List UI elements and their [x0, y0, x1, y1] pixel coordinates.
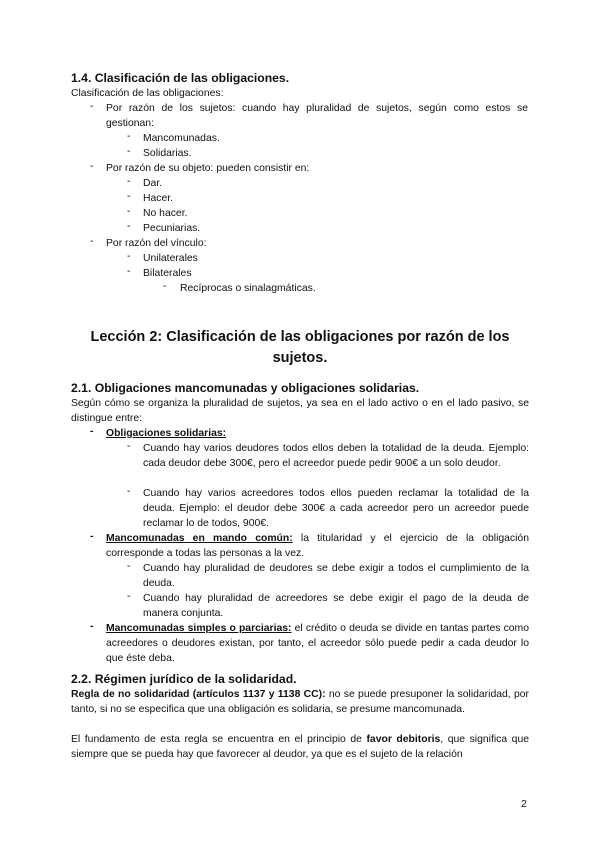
list-subitem: No hacer. — [143, 208, 188, 219]
list-subitem: Bilaterales — [143, 268, 192, 279]
term-text: el crédito o deuda se divide en tantas partes como acreedores o deudores existan, por tanto, el acreedor sólo puede pedir a cada deudor lo que éste deba. — [106, 623, 529, 664]
list-subitem: Solidarias. — [143, 148, 192, 159]
section-1-4-intro: Clasificación de las obligaciones: — [71, 88, 224, 99]
list-bullet: - — [127, 486, 131, 497]
mano-comun-paragraph — [106, 531, 529, 561]
solidarias-deudores: Cuando hay varios deudores todos ellos deben la totalidad de la deuda. Ejemplo: cada deudor debe 300€, pero el acreedor puede pedir 900€ a un solo deudor. — [143, 443, 529, 469]
basis-pre: El fundamento de esta regla se encuentra en el principio de — [71, 734, 367, 745]
list-bullet: - — [127, 191, 131, 202]
rule-term: Regla de no solidaridad (artículos 1137 y 1138 CC): — [71, 689, 326, 700]
term-label: Mancomunadas simples o parciarias: — [106, 623, 292, 634]
list-bullet: - — [127, 251, 131, 262]
basis-paragraph — [71, 732, 529, 762]
rule-text: no se puede presuponer la solidaridad, por tanto, si no se especifica que una obligación es solidaria, se presume mancomunada. — [71, 689, 530, 715]
term-text: la titularidad y el ejercicio de la obligación corresponde a todas las personas a la vez. — [106, 533, 529, 559]
term-solidarias — [106, 426, 226, 441]
term-label: Obligaciones solidarias: — [106, 428, 227, 439]
rule-paragraph — [71, 687, 529, 717]
list-bullet: - — [90, 426, 94, 437]
list-bullet: - — [90, 101, 94, 112]
term-label: Mancomunadas en mando común: — [106, 533, 293, 544]
section-2-1-intro: Según cómo se organiza la pluralidad de sujetos, ya sea en el lado activo o en el lado pasivo, se distingue entre: — [71, 398, 529, 424]
list-bullet: - — [127, 441, 131, 452]
list-subitem: Mancomunadas. — [143, 133, 220, 144]
list-bullet: - — [90, 161, 94, 172]
list-item-objeto: Por razón de su objeto: pueden consistir en: — [106, 163, 310, 174]
basis-term: favor debitoris — [366, 734, 441, 745]
list-bullet: - — [127, 176, 131, 187]
mano-comun-deudores: Cuando hay pluralidad de deudores se debe exigir a todos el cumplimiento de la deuda. — [143, 563, 529, 589]
list-bullet: - — [163, 281, 167, 292]
simples-paragraph — [106, 621, 529, 666]
lesson-title: Lección 2: Clasificación de las obligaciones por razón de los sujetos. — [90, 329, 510, 366]
section-2-1-heading: 2.1. Obligaciones mancomunadas y obligaciones solidarias. — [71, 381, 420, 395]
list-bullet: - — [127, 131, 131, 142]
list-bullet: - — [127, 221, 131, 232]
list-item-vinculo: Por razón del vínculo: — [106, 238, 207, 249]
list-subitem: Hacer. — [143, 193, 174, 204]
list-bullet: - — [127, 266, 131, 277]
list-subitem: Dar. — [143, 178, 163, 189]
basis-post: , que significa que siempre que se pueda hay que favorecer al deudor, ya que es el sujeto de la relación — [71, 734, 529, 760]
page-number: 2 — [521, 799, 527, 810]
list-bullet: - — [90, 621, 94, 632]
list-bullet: - — [127, 146, 131, 157]
list-bullet: - — [127, 206, 131, 217]
list-subsubitem: Recíprocas o sinalagmáticas. — [180, 283, 316, 294]
list-bullet: - — [127, 591, 131, 602]
list-bullet: - — [127, 561, 131, 572]
list-subitem: Unilaterales — [143, 253, 198, 264]
list-subitem: Pecuniarias. — [143, 223, 201, 234]
section-1-4-heading: 1.4. Clasificación de las obligaciones. — [71, 71, 290, 85]
solidarias-acreedores: Cuando hay varios acreedores todos ellos pueden reclamar la totalidad de la deuda. Ejemplo: el deudor debe 300€ a cada acreedor pero un acreedor puede reclamar lo de todos, 900€. — [143, 488, 529, 529]
list-bullet: - — [90, 236, 94, 247]
section-2-2-heading: 2.2. Régimen jurídico de la solidaridad. — [71, 672, 297, 686]
list-bullet: - — [90, 531, 94, 542]
list-item-sujetos: Por razón de los sujetos: cuando hay pluralidad de sujetos, según como estos se gestionan: — [106, 103, 528, 129]
mano-comun-acreedores: Cuando hay pluralidad de acreedores se debe exigir el pago de la deuda de manera conjunta. — [143, 593, 529, 619]
